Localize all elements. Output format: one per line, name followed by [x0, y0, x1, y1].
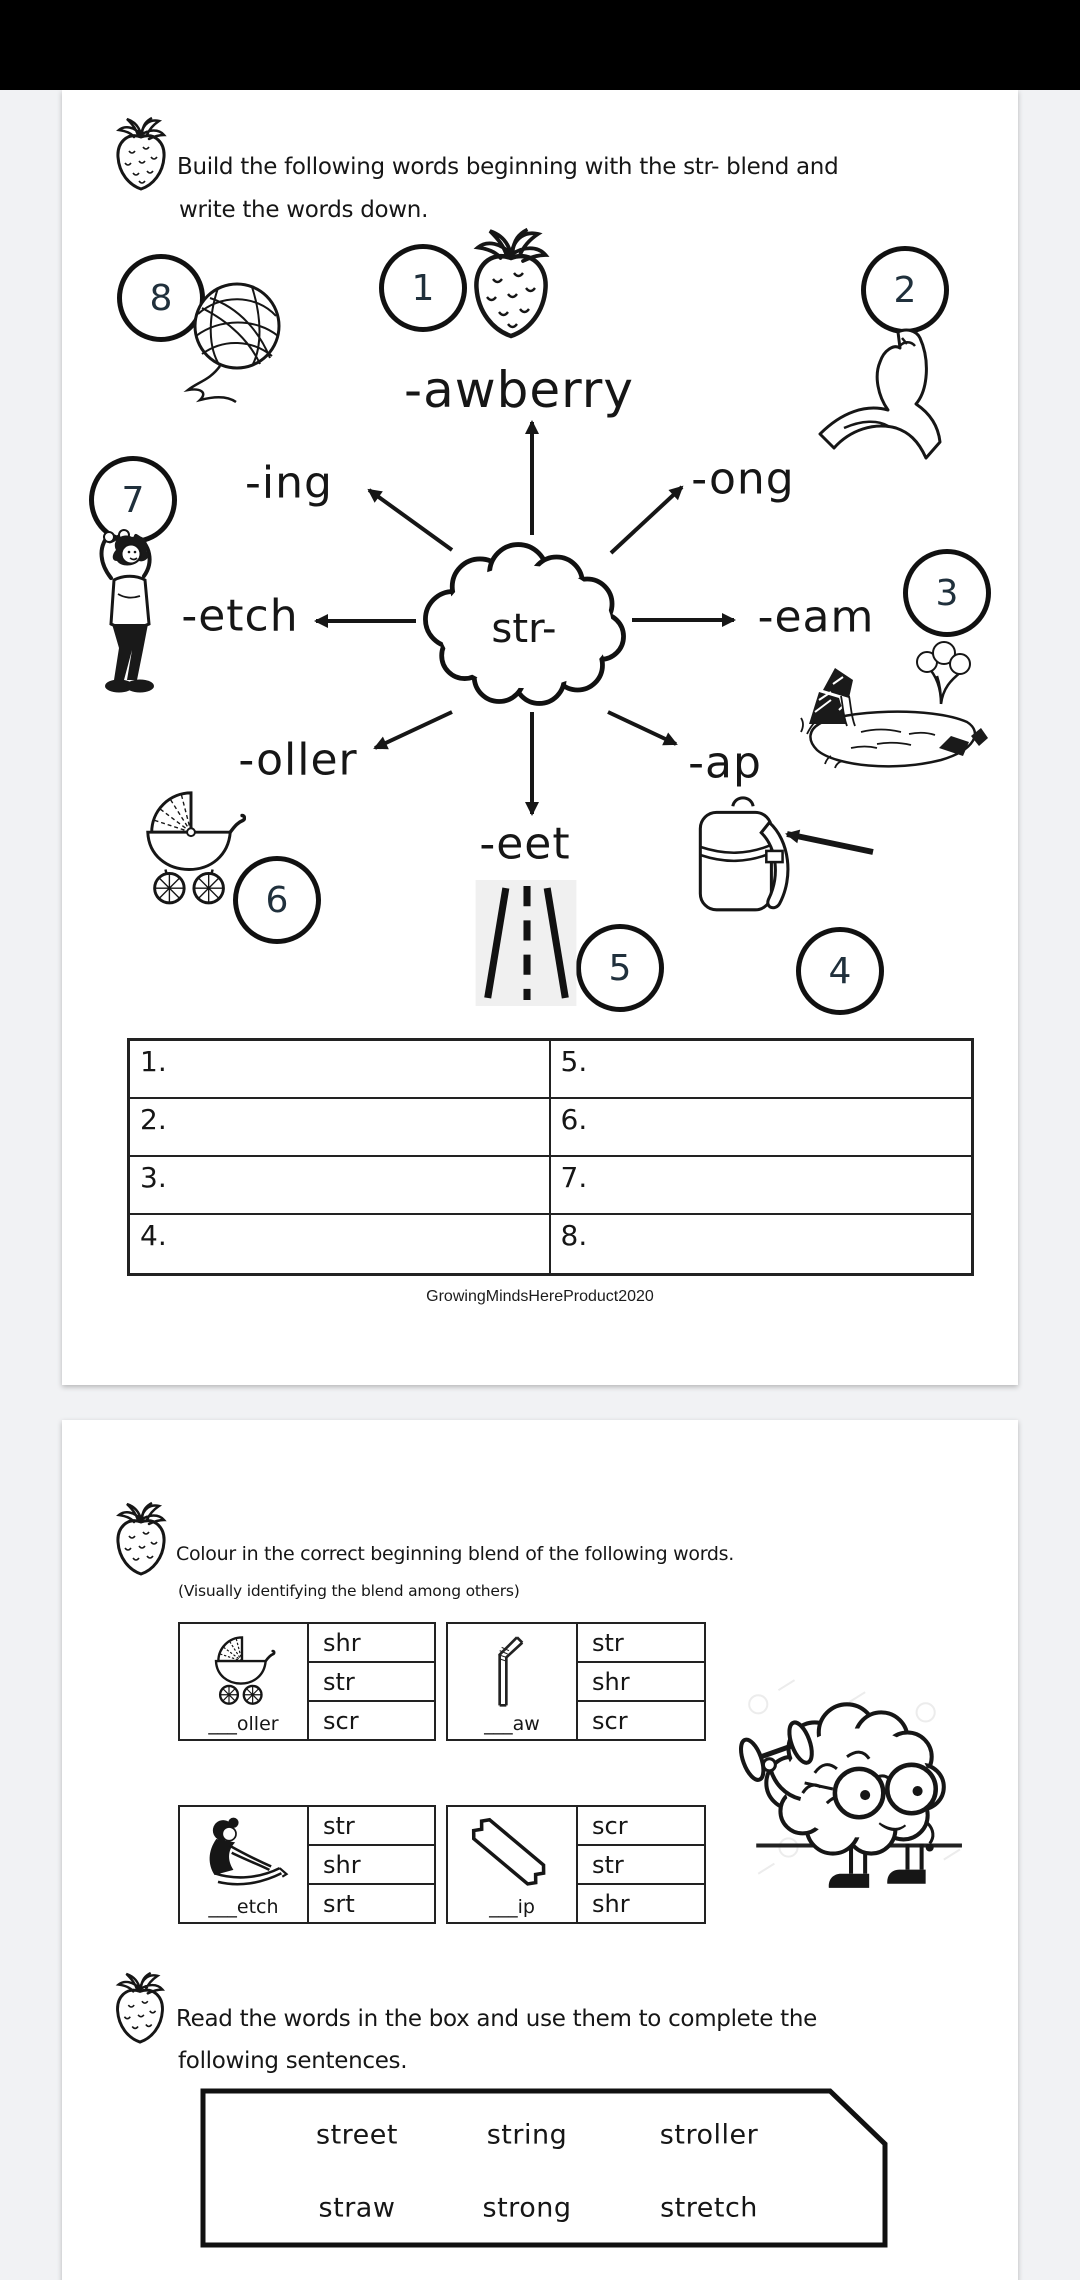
blend-option[interactable]: shr: [309, 1846, 434, 1885]
answer-cell-6[interactable]: 6.: [551, 1099, 972, 1157]
blend-table-ip: [446, 1805, 706, 1924]
number-circle-8: 8: [117, 254, 205, 342]
task1-instruction-line2: write the words down.: [179, 197, 429, 223]
stroller-pram-icon: [208, 1628, 276, 1706]
ending-ap: -ap: [688, 737, 762, 789]
number-circle-6: 6: [233, 856, 321, 944]
answer-cell-2[interactable]: 2.: [130, 1099, 551, 1157]
blend-option[interactable]: shr: [309, 1624, 434, 1663]
answer-table: [127, 1038, 974, 1276]
stretching-girl-icon: [188, 1815, 296, 1887]
blend-option[interactable]: str: [578, 1846, 704, 1885]
answer-cell-8[interactable]: 8.: [560, 1219, 588, 1252]
task2-instruction-line1: Colour in the correct beginning blend of the following words.: [176, 1543, 734, 1565]
number-circle-1: 1: [379, 244, 467, 332]
blend-image-cell: [448, 1807, 578, 1922]
answer-cell-5[interactable]: 5.: [551, 1041, 972, 1099]
blend-table-aw: [446, 1622, 706, 1741]
blend-table-etch: [178, 1805, 436, 1924]
blend-option[interactable]: str: [309, 1807, 434, 1846]
blend-option[interactable]: str: [309, 1663, 434, 1702]
blend-options: [578, 1624, 704, 1739]
blend-option[interactable]: scr: [592, 1707, 628, 1735]
paper-strip-icon: [460, 1809, 560, 1897]
blend-word-label: ___aw: [484, 1713, 540, 1735]
blend-image-cell: [180, 1624, 309, 1739]
blend-word-label: ___ip: [489, 1896, 535, 1918]
blend-option[interactable]: srt: [323, 1890, 355, 1918]
blend-option[interactable]: scr: [323, 1707, 359, 1735]
number-circle-3: 3: [903, 549, 991, 637]
word-box-word: stroller: [659, 2119, 759, 2151]
blend-image-cell: [448, 1624, 578, 1739]
ending-eam: -eam: [757, 591, 875, 643]
blend-option[interactable]: str: [578, 1624, 704, 1663]
ending-ing: -ing: [245, 457, 333, 509]
center-blend-label: str-: [491, 606, 557, 653]
blend-word-label: ___oller: [208, 1713, 279, 1735]
answer-cell-1[interactable]: 1.: [130, 1041, 551, 1099]
top-black-bar: [0, 0, 1080, 90]
word-box-word: street: [316, 2119, 398, 2151]
answer-cell-7[interactable]: 7.: [551, 1157, 972, 1215]
worksheet-page-2[interactable]: [62, 1420, 1018, 2280]
blend-option[interactable]: scr: [578, 1807, 704, 1846]
number-circle-2: 2: [861, 246, 949, 334]
ending-ong: -ong: [691, 453, 795, 505]
answer-cell-3[interactable]: 3.: [130, 1157, 551, 1215]
ending-oller: -oller: [238, 734, 358, 786]
answer-cell-4[interactable]: 4.: [130, 1215, 551, 1273]
strawberry-bullet-icon: [108, 1970, 172, 2044]
blend-options: [309, 1624, 434, 1739]
blend-table-oller: [178, 1622, 436, 1741]
word-box-word: straw: [318, 2192, 396, 2224]
task2-instruction-line2: (Visually identifying the blend among others): [178, 1582, 520, 1600]
word-box-word: strong: [482, 2192, 572, 2224]
worksheet-page-1[interactable]: [62, 90, 1018, 1385]
task3-instruction-line1: Read the words in the box and use them to complete the: [176, 2006, 817, 2032]
word-box-word: string: [486, 2119, 568, 2151]
blend-word-label: ___etch: [208, 1896, 279, 1918]
strawberry-bullet-icon: [108, 1500, 174, 1576]
word-box: [200, 2088, 888, 2248]
blend-options: [309, 1807, 434, 1922]
worksheet-credit: GrowingMindsHereProduct2020: [426, 1288, 654, 1305]
ending-eet: -eet: [479, 818, 571, 870]
ending-etch: -etch: [181, 590, 299, 642]
drinking-straw-icon: [488, 1628, 530, 1708]
brain-weightlifting-picture: [728, 1676, 968, 1900]
blend-options: [578, 1807, 704, 1922]
task1-instruction-line1: Build the following words beginning with the str- blend and: [177, 154, 839, 180]
word-box-word: stretch: [660, 2192, 758, 2224]
blend-option[interactable]: shr: [592, 1890, 630, 1918]
number-circle-7: 7: [89, 456, 177, 544]
number-circle-5: 5: [576, 924, 664, 1012]
blend-image-cell: [180, 1807, 309, 1922]
number-circle-4: 4: [796, 927, 884, 1015]
task3-instruction-line2: following sentences.: [178, 2048, 408, 2074]
ending-awberry: -awberry: [404, 361, 634, 419]
blend-option[interactable]: shr: [578, 1663, 704, 1702]
